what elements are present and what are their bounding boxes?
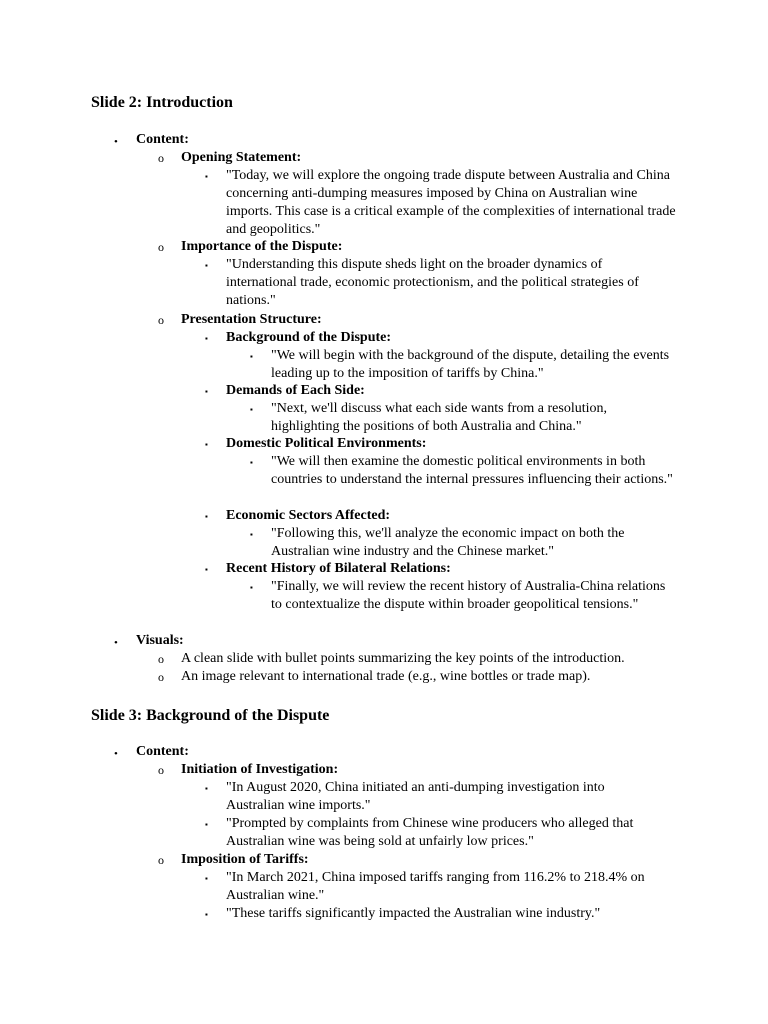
bullet-square: ▪	[205, 387, 208, 396]
bullet-square: ▪	[250, 405, 253, 414]
bullet-square: ▪	[205, 172, 208, 181]
visual-item: An image relevant to international trade (e.g., wine bottles or trade map).	[181, 669, 591, 684]
bullet-square: ▪	[205, 334, 208, 343]
structure-item-label: Recent History of Bilateral Relations:	[226, 561, 451, 576]
initiation-item: "In August 2020, China initiated an anti-dumping investigation into Australian wine imports."	[226, 780, 605, 813]
bullet-square: ▪	[205, 565, 208, 574]
tariffs-label: Imposition of Tariffs:	[181, 852, 309, 867]
visuals-label: Visuals:	[136, 633, 184, 648]
bullet-square: ▪	[250, 530, 253, 539]
slide3-content-label: Content:	[136, 744, 189, 759]
bullet-circle: o	[158, 853, 164, 867]
bullet-square: ▪	[250, 583, 253, 592]
bullet-square: ▪	[205, 874, 208, 883]
bullet-circle: o	[158, 151, 164, 165]
structure-item-text: "Following this, we'll analyze the economic impact on both the Australian wine industry and the Chinese market."	[271, 526, 625, 559]
initiation-item: "Prompted by complaints from Chinese wine producers who alleged that Australian wine was being sold at unfairly low prices."	[226, 816, 634, 849]
structure-label: Presentation Structure:	[181, 312, 322, 327]
bullet-circle: o	[158, 763, 164, 777]
structure-item-label: Domestic Political Environments:	[226, 436, 427, 451]
slide3-heading: Slide 3: Background of the Dispute	[91, 707, 330, 724]
bullet-disc: •	[114, 748, 118, 760]
structure-item-label: Background of the Dispute:	[226, 330, 392, 345]
bullet-circle: o	[158, 652, 164, 666]
bullet-square: ▪	[205, 820, 208, 829]
bullet-circle: o	[158, 313, 164, 327]
bullet-square: ▪	[205, 910, 208, 919]
bullet-disc: •	[114, 136, 118, 148]
bullet-square: ▪	[205, 784, 208, 793]
bullet-circle: o	[158, 240, 164, 254]
structure-item-text: "Finally, we will review the recent history of Australia-China relations to contextualize the dispute within broader geopolitical tensions."	[271, 579, 666, 612]
bullet-square: ▪	[250, 352, 253, 361]
initiation-label: Initiation of Investigation:	[181, 762, 339, 777]
bullet-square: ▪	[205, 512, 208, 521]
structure-item-text: "We will begin with the background of the dispute, detailing the events leading up to the imposition of tariffs by China."	[271, 348, 670, 381]
bullet-square: ▪	[250, 458, 253, 467]
importance-label: Importance of the Dispute:	[181, 239, 343, 254]
slide2-content-label: Content:	[136, 132, 189, 147]
structure-item-label: Demands of Each Side:	[226, 383, 365, 398]
tariffs-item: "These tariffs significantly impacted the Australian wine industry."	[226, 906, 601, 921]
tariffs-item: "In March 2021, China imposed tariffs ranging from 116.2% to 218.4% on Australian wine."	[226, 870, 645, 903]
opening-statement-label: Opening Statement:	[181, 150, 302, 165]
visual-item: A clean slide with bullet points summarizing the key points of the introduction.	[181, 651, 625, 666]
slide2-heading: Slide 2: Introduction	[91, 94, 233, 111]
structure-item-text: "Next, we'll discuss what each side wants from a resolution, highlighting the positions of both Australia and China."	[271, 401, 607, 434]
bullet-circle: o	[158, 670, 164, 684]
structure-item-label: Economic Sectors Affected:	[226, 508, 391, 523]
opening-statement-text: "Today, we will explore the ongoing trade dispute between Australia and China concerning anti-dumping measures imposed by China on Australian wine imports. This case is a critical example of the complexities of international trade and geopolitics."	[226, 168, 676, 237]
structure-item-text: "We will then examine the domestic political environments in both countries to understand the internal pressures influencing their actions."	[271, 454, 673, 487]
bullet-disc: •	[114, 637, 118, 649]
importance-text: "Understanding this dispute sheds light on the broader dynamics of international trade, economic protectionism, and the political strategies of nations."	[226, 257, 639, 308]
bullet-square: ▪	[205, 261, 208, 270]
bullet-square: ▪	[205, 440, 208, 449]
